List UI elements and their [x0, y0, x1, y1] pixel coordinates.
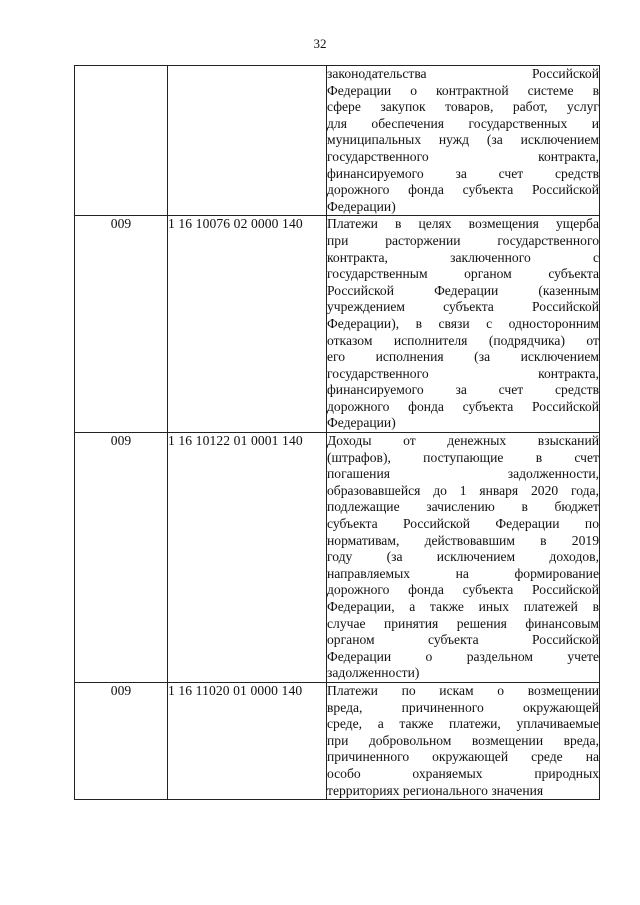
description-line: муниципальных нужд (за исключением: [327, 132, 599, 148]
table-row: [75, 433, 600, 683]
admin-code-cell: 009: [75, 433, 168, 683]
description-line: при расторжении государственного: [327, 232, 599, 248]
kbk-code-cell: 1 16 10076 02 0000 140: [168, 216, 327, 433]
kbk-code-cell: 1 16 10122 01 0001 140: [168, 433, 327, 683]
description-line: субъекта Российской Федерации по: [327, 516, 599, 532]
description-line: законодательства Российской: [327, 66, 599, 81]
description-line: контракта, заключенного с: [327, 249, 599, 265]
admin-code-cell: 009: [75, 682, 168, 799]
income-description-cell: [327, 216, 600, 433]
description-line: Доходы от денежных взысканий: [327, 433, 599, 449]
table-row: [75, 66, 600, 216]
description-line: органом субъекта Российской: [327, 632, 599, 648]
page-number: 32: [313, 36, 327, 51]
kbk-code-cell: 1 16 11020 01 0000 140: [168, 682, 327, 799]
description-line: финансируемого за счет средств: [327, 382, 599, 398]
table-row: [75, 682, 600, 799]
description-line: Федерации о контрактной системе в: [327, 82, 599, 98]
description-line: нормативам, действовавшим в 2019: [327, 532, 599, 548]
description-line: финансируемого за счет средств: [327, 165, 599, 181]
description-line: для обеспечения государственных и: [327, 115, 599, 131]
description-line: подлежащие зачислению в бюджет: [327, 499, 599, 515]
description-line: образовавшейся до 1 января 2020 года,: [327, 482, 599, 498]
description-line: дорожного фонда субъекта Российской: [327, 182, 599, 198]
admin-code-cell: 009: [75, 216, 168, 433]
budget-classification-table: [74, 65, 600, 800]
description-line: отказом исполнителя (подрядчика) от: [327, 332, 599, 348]
description-line: Федерации, а также иных платежей в: [327, 599, 599, 614]
description-line: среде, а также платежи, уплачиваемые: [327, 716, 599, 732]
description-line: вреда, причиненного окружающей: [327, 699, 599, 715]
description-line: Федерации о раздельном учете: [327, 648, 599, 664]
description-line: Российской Федерации (казенным: [327, 282, 599, 298]
description-line: погашения задолженности,: [327, 466, 599, 482]
income-description-cell: [327, 66, 600, 216]
description-line: задолженности): [327, 665, 420, 681]
description-line: Платежи по искам о возмещении: [327, 682, 599, 698]
table-body: [75, 66, 600, 800]
description-line: направляемых на формирование: [327, 565, 599, 581]
description-line: при добровольном возмещении вреда,: [327, 732, 599, 748]
description-line: Платежи в целях возмещения ущерба: [327, 216, 599, 232]
description-line: причиненного окружающей среде на: [327, 749, 599, 765]
description-line: дорожного фонда субъекта Российской: [327, 582, 599, 598]
income-description-cell: [327, 682, 600, 799]
description-line: случае принятия решения финансовым: [327, 615, 599, 631]
description-line: его исполнения (за исключением: [327, 349, 599, 365]
description-line: Федерации): [327, 198, 396, 214]
description-line: сфере закупок товаров, работ, услуг: [327, 99, 599, 115]
description-line: государственного контракта,: [327, 365, 599, 381]
description-line: Федерации), в связи с односторонним: [327, 315, 599, 331]
description-line: государственным органом субъекта: [327, 266, 599, 282]
description-line: Федерации): [327, 415, 396, 431]
description-line: территориях регионального значения: [327, 782, 544, 798]
income-description-cell: [327, 433, 600, 683]
description-line: дорожного фонда субъекта Российской: [327, 398, 599, 414]
description-line: государственного контракта,: [327, 148, 599, 164]
table-row: [75, 216, 600, 433]
kbk-code-cell: [168, 66, 327, 216]
description-line: (штрафов), поступающие в счет: [327, 449, 599, 465]
admin-code-cell: [75, 66, 168, 216]
description-line: году (за исключением доходов,: [327, 549, 599, 565]
description-line: особо охраняемых природных: [327, 765, 599, 781]
description-line: учреждением субъекта Российской: [327, 299, 599, 315]
